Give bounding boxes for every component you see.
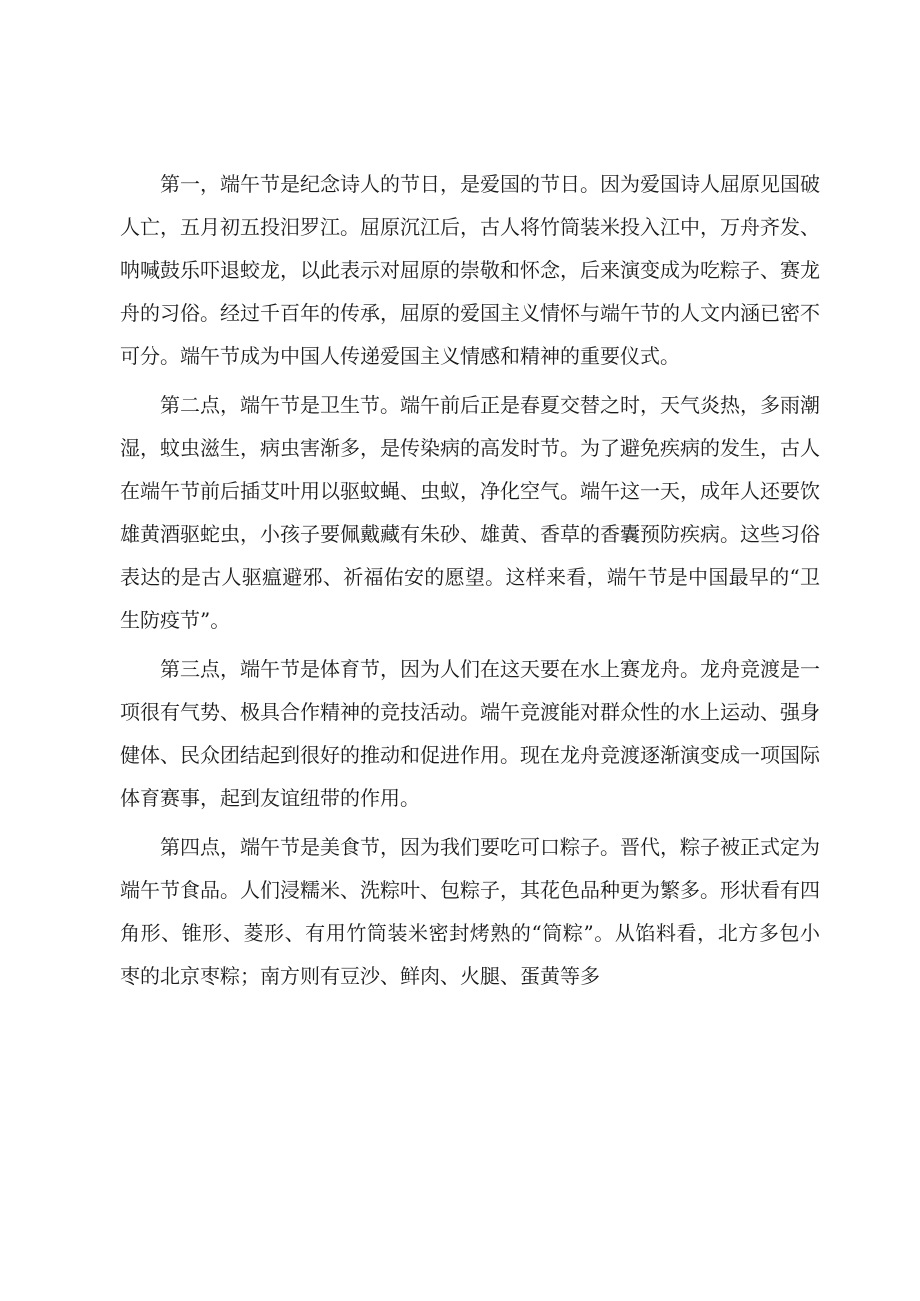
paragraph-patriotic-festival: 第一，端午节是纪念诗人的节日，是爱国的节日。因为爱国诗人屈原见国破人亡，五月初五投汨罗江。屈原沉江后，古人将竹筒装米投入江中，万舟齐发、呐喊鼓乐吓退蛟龙，以此表示对屈原的崇敬和怀念，后来演变成为吃粽子、赛龙舟的习俗。经过千百年的传承，屈原的爱国主义情怀与端午节的人文内涵已密不可分。端午节成为中国人传递爱国主义情感和精神的重要仪式。 <box>120 172 820 368</box>
paragraph-sports-festival: 第三点，端午节是体育节，因为人们在这天要在水上赛龙舟。龙舟竞渡是一项很有气势、极具合作精神的竞技活动。端午竞渡能对群众性的水上运动、强身健体、民众团结起到很好的推动和促进作用。现在龙舟竞渡逐渐演变成一项国际体育赛事，起到友谊纽带的作用。 <box>120 657 820 810</box>
paragraph-food-festival: 第四点，端午节是美食节，因为我们要吃可口粽子。晋代，粽子被正式定为端午节食品。人们浸糯米、洗粽叶、包粽子，其花色品种更为繁多。形状看有四角形、锥形、菱形、有用竹筒装米密封烤熟的“筒粽”。从馅料看，北方多包小枣的北京枣粽；南方则有豆沙、鲜肉、火腿、蛋黄等多 <box>120 835 820 988</box>
paragraph-hygiene-festival: 第二点，端午节是卫生节。端午前后正是春夏交替之时，天气炎热，多雨潮湿，蚊虫滋生，病虫害渐多，是传染病的高发时节。为了避免疾病的发生，古人在端午节前后插艾叶用以驱蚊蝇、虫蚁，净化空气。端午这一天，成年人还要饮雄黄酒驱蛇虫，小孩子要佩戴藏有朱砂、雄黄、香草的香囊预防疾病。这些习俗表达的是古人驱瘟避邪、祈福佑安的愿望。这样来看，端午节是中国最早的“卫生防疫节”。 <box>120 393 820 632</box>
document-body <box>120 163 820 998</box>
